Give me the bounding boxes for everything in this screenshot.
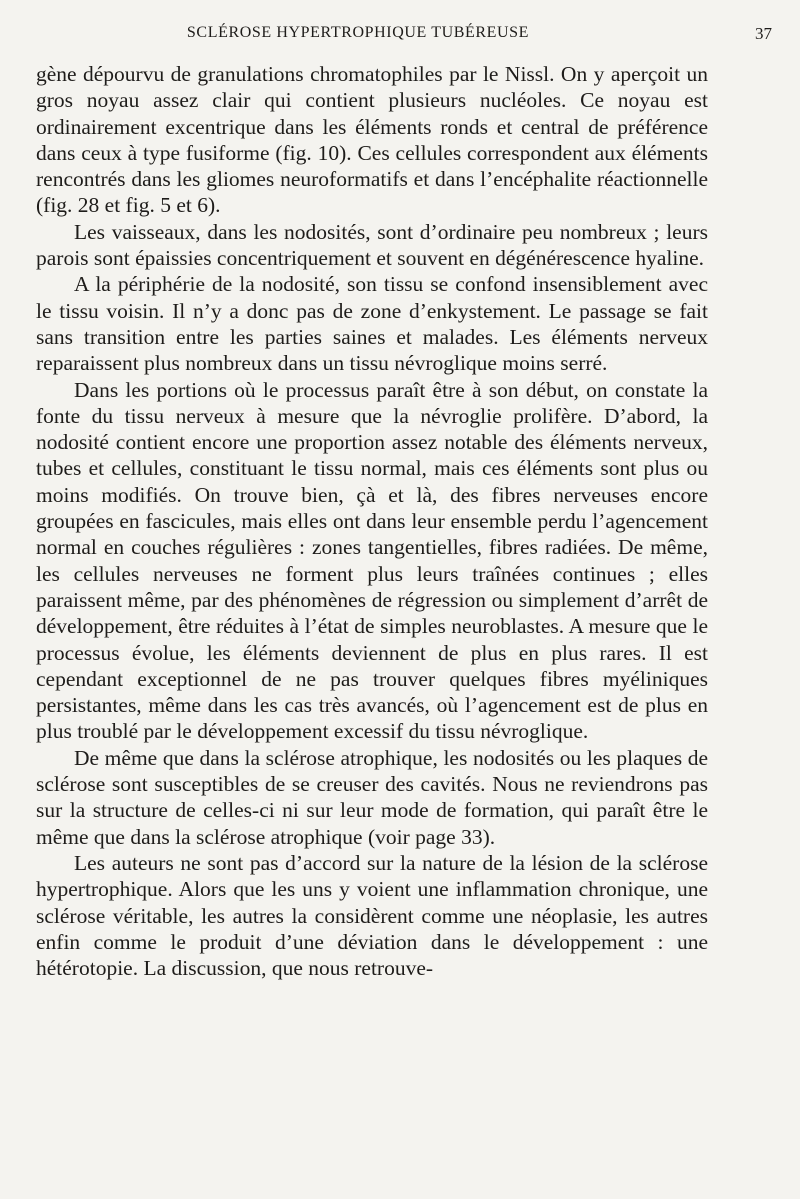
paragraph-6: Les auteurs ne sont pas d’accord sur la nature de la lésion de la sclérose hypertrophique. Alors que les uns y voient une inflammation chronique, une sclérose véritable, les autres la considèrent comme une néoplasie, les autres enfin comme le produit d’une déviation dans le développement : une hétérotopie. La discussion, que nous retrouve- [36,850,708,981]
page-number: 37 [755,24,772,43]
paragraph-3: A la périphérie de la nodosité, son tissu se confond insensiblement avec le tissu voisin. Il n’y a donc pas de zone d’enkystement. Le passage se fait sans transition entre les parties saines et malades. Les éléments nerveux reparaissent plus nombreux dans un tissu névroglique moins serré. [36,272,708,376]
paragraph-2: Les vaisseaux, dans les nodosités, sont d’ordinaire peu nombreux ; leurs parois sont épaissies concentriquement et souvent en dégénérescence hyaline. [36,219,708,271]
paragraph-1: gène dépourvu de granulations chromatophiles par le Nissl. On y aperçoit un gros noyau assez clair qui contient plusieurs nucléoles. Ce noyau est ordinairement excentrique dans les éléments ronds et central de préférence dans ceux à type fusiforme (fig. 10). Ces cellules correspondent aux éléments rencontrés dans les gliomes neuroformatifs et dans l’encéphalite réactionnelle (fig. 28 et fig. 5 et 6). [36,62,708,218]
body-text [36,61,708,981]
paragraph-4: Dans les portions où le processus paraît être à son début, on constate la fonte du tissu nerveux à mesure que la névroglie prolifère. D’abord, la nodosité contient encore une proportion assez notable des éléments nerveux, tubes et cellules, constituant le tissu normal, mais ces éléments sont plus ou moins modifiés. On trouve bien, çà et là, des fibres nerveuses encore groupées en fascicules, mais elles ont dans leur ensemble perdu l’agencement normal en couches régulières : zones tangentielles, fibres radiées. De même, les cellules nerveuses ne forment plus leurs traînées continues ; elles paraissent même, par des phénomènes de régression ou simplement d’arrêt de développement, être réduites à l’état de simples neuroblastes. A mesure que le processus évolue, les éléments deviennent de plus en plus rares. Il est cependant exceptionnel de ne pas trouver quelques fibres myéliniques persistantes, même dans les cas très avancés, où l’agencement est de plus en plus troublé par le développement excessif du tissu névroglique. [36,377,708,744]
page-header [34,24,772,50]
paragraph-5: De même que dans la sclérose atrophique, les nodosités ou les plaques de sclérose sont susceptibles de se creuser des cavités. Nous ne reviendrons pas sur la structure de celles-ci ni sur leur mode de formation, qui paraît être le même que dans la sclérose atrophique (voir page 33). [36,745,708,849]
running-title: SCLÉROSE HYPERTROPHIQUE TUBÉREUSE [186,24,530,41]
